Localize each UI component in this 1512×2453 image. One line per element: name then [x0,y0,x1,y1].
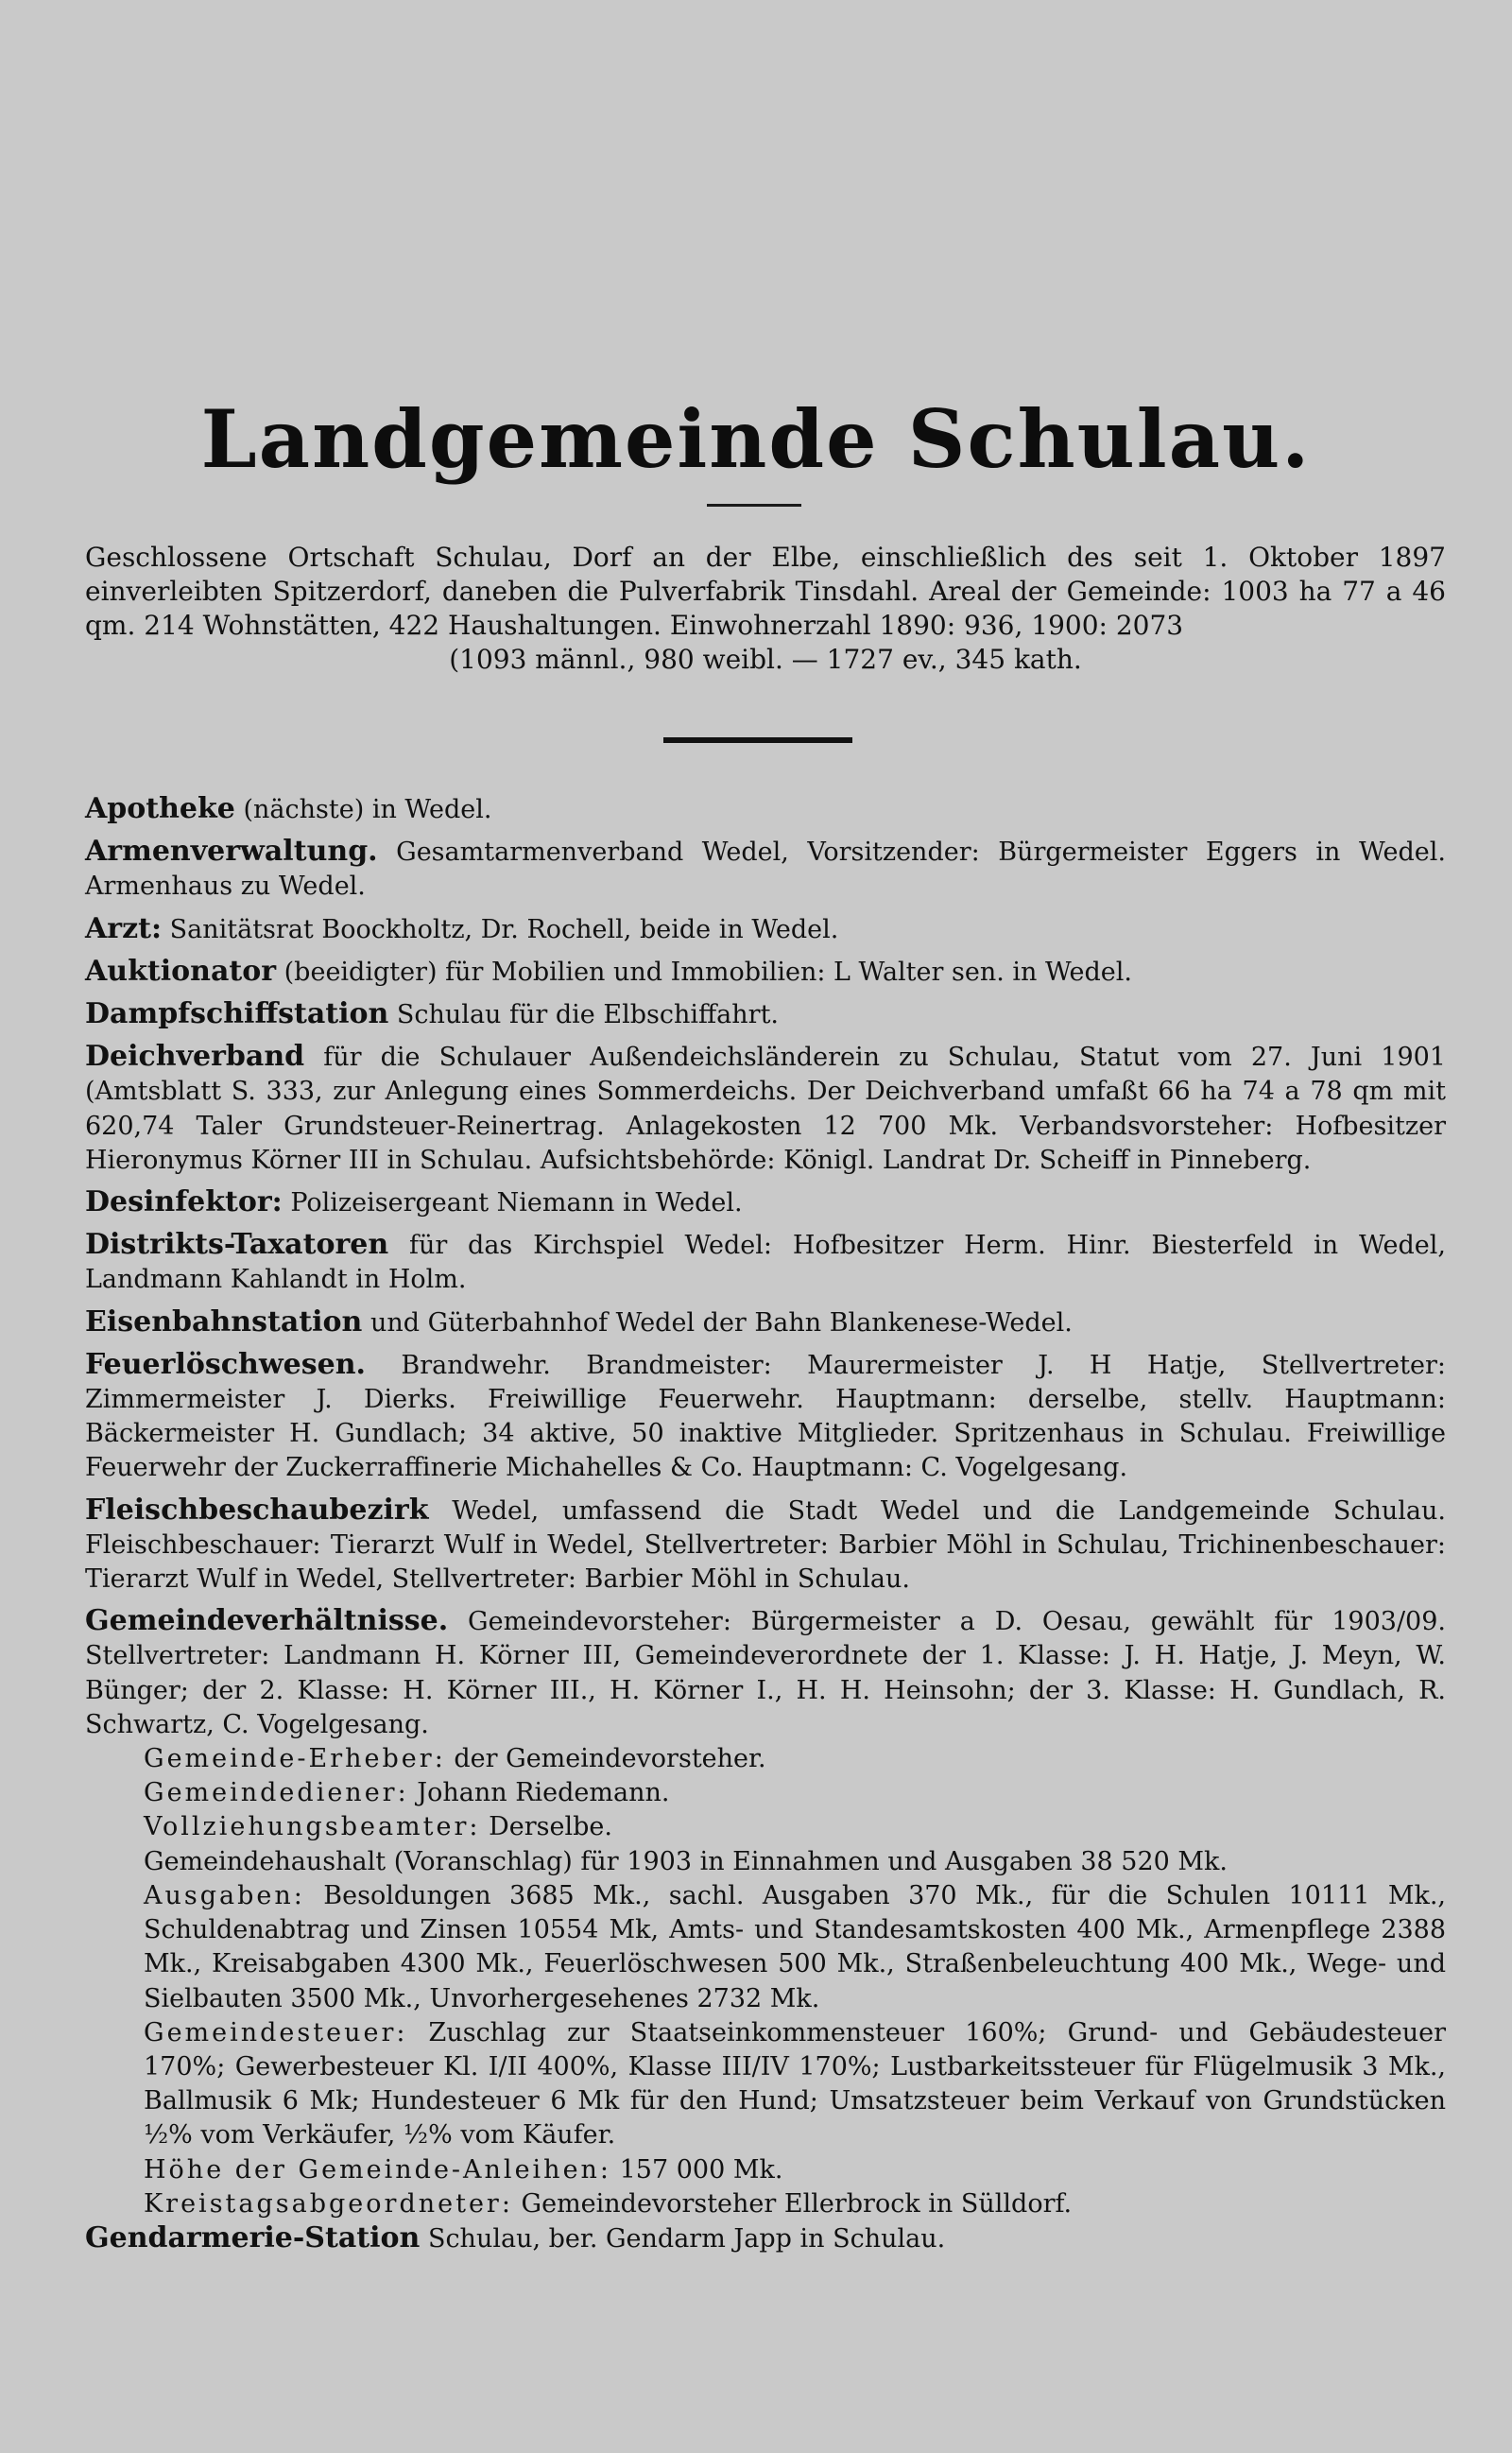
sub-entry-key: Gemeindediener: [144,1778,409,1808]
directory-entries [85,792,1446,2264]
sub-entry-key: Gemeindesteuer: [144,2017,408,2047]
entry-auktionator [85,955,1446,990]
gemeinde-sub-entries [85,1742,1446,2221]
entry-key: Eisenbahnstation [85,1304,363,1339]
sub-entry-haushalt [144,1845,1446,1879]
entry-key: Feuerlöschwesen. [85,1347,366,1381]
sub-entry-ausgaben [144,1879,1446,2016]
entry-key: Fleischbeschaubezirk [85,1493,429,1527]
entry-text: Wedel, umfassend die Stadt Wedel und die Landgemeinde Schulau. Fleischbeschauer: Tierarzt Wulf in Wedel, Stellvertreter: Barbier Möhl in Schulau, Trichinenbeschauer: Tierarzt Wulf in Wedel, Stellvertreter: Barbier Möhl in Schulau. [85,1495,1446,1595]
sub-entry-gemeindesteuer [144,2016,1446,2153]
intro-paragraph [85,541,1446,677]
sub-entry-vollziehungsbeamter [144,1810,1446,1844]
entry-apotheke [85,792,1446,827]
entry-key: Auktionator [85,954,277,988]
sub-entry-key: Gemeinde-Erheber: [144,1744,446,1774]
entry-feuerloeschwesen [85,1348,1446,1486]
entry-armenverwaltung [85,835,1446,904]
sub-entry-text: Zuschlag zur Staatseinkommensteuer 160%; Grund- und Gebäudesteuer 170%; Gewerbesteuer Kl. I/II 400%, Klasse III/IV 170%; Lustbarkeitssteuer für Flügelmusik 3 Mk., Ballmusik 6 Mk; Hundesteuer 6 Mk für den Hund; Umsatzsteuer beim Verkauf von Grundstücken ½% vom Verkäufer, ½% vom Käufer. [144,2017,1446,2151]
entry-text: (beeidigter) für Mobilien und Immobilien: L Walter sen. in Wedel. [276,957,1132,987]
sub-entry-anleihen [144,2153,1446,2187]
sub-entry-key: Vollziehungsbeamter: [144,1812,481,1842]
entry-gendarmerie-station [85,2221,1446,2256]
entry-text: Gemeindevorsteher: Bürgermeister a D. Oesau, gewählt für 1903/09. Stellvertreter: Landmann H. Körner III, Gemeindeverordnete der 1. Klasse: J. H. Hatje, J. Meyn, W. Bünger; der 2. Klasse: H. Körner III., H. Körner I., H. H. Heinsohn; der 3. Klasse: H. Gundlach, R. Schwartz, C. Vogelgesang. [85,1607,1446,1739]
entry-key: Armenverwaltung. [85,835,378,869]
entry-text: Polizeisergeant Niemann in Wedel. [282,1188,743,1218]
entry-text: für die Schulauer Außendeichsländerein zu Schulau, Statut vom 27. Juni 1901 (Amtsblatt S. 333, zur Anlegung eines Sommerdeichs. Der Deichverband umfaßt 66 ha 74 a 78 qm mit 620,74 Taler Grundsteuer-Reinertrag. Anlagekosten 12 700 Mk. Verbandsvorsteher: Hofbesitzer Hieronymus Körner III in Schulau. Aufsichtsbehörde: Königl. Landrat Dr. Scheiff in Pinneberg. [85,1043,1446,1175]
entry-key: Arzt: [85,911,163,945]
entry-text: Sanitätsrat Boockholtz, Dr. Rochell, beide in Wedel. [162,914,839,944]
entry-desinfektor [85,1185,1446,1220]
sub-entry-text: Johann Riedemann. [408,1778,670,1808]
intro-text: Geschlossene Ortschaft Schulau, Dorf an der Elbe, einschließlich des seit 1. Oktober 1897 einverleibten Spitzerdorf, daneben die Pulverfabrik Tinsdahl. Areal der Gemeinde: 1003 ha 77 a 46 qm. 214 Wohnstätten, 422 Haushaltungen. Einwohnerzahl 1890: 936, 1900: 2073 [85,542,1446,641]
title-underline [707,504,801,507]
entry-key: Distrikts-Taxatoren [85,1228,389,1262]
entry-dampfschiffstation [85,997,1446,1032]
entry-text: Gesamtarmenverband Wedel, Vorsitzender: Bürgermeister Eggers in Wedel. Armenhaus zu Wedel. [85,838,1446,902]
entry-arzt [85,912,1446,947]
entry-gemeindeverhaeltnisse [85,1604,1446,1742]
sub-entry-text: Gemeindevorsteher Ellerbrock in Sülldorf. [512,2188,1073,2219]
entry-text: Schulau für die Elbschiffahrt. [388,1000,780,1030]
sub-entry-diener [144,1776,1446,1810]
page-title: Landgemeinde Schulau. [200,392,1312,486]
entry-key: Apotheke [85,792,235,825]
entry-key: Deichverband [85,1040,305,1074]
sub-entry-text: (Voranschlag) für 1903 in Einnahmen und Ausgaben 38 520 Mk. [386,1846,1228,1876]
sub-entry-erheber [144,1742,1446,1776]
sub-entry-text: Besoldungen 3685 Mk., sachl. Ausgaben 370 Mk., für die Schulen 10111 Mk., Schuldenabtrag und Zinsen 10554 Mk, Amts- und Standesamtskosten 400 Mk., Armenpflege 2388 Mk., Kreisabgaben 4300 Mk., Feuerlöschwesen 500 Mk., Straßenbeleuchtung 400 Mk., Wege- und Sielbauten 3500 Mk., Unvorhergesehenes 2732 Mk. [144,1880,1446,2013]
entry-fleischbeschaubezirk [85,1494,1446,1598]
entry-key: Desinfektor: [85,1185,283,1219]
entry-key: Gemeindeverhältnisse. [85,1604,449,1638]
sub-entry-kreistagsabgeordneter [144,2187,1446,2221]
sub-entry-text: der Gemeindevorsteher. [445,1744,766,1774]
sub-entry-key: Höhe der Gemeinde-Anleihen: [144,2154,612,2185]
entry-deichverband [85,1040,1446,1178]
entry-key: Dampfschiffstation [85,997,389,1031]
sub-entry-key: Ausgaben: [144,1880,305,1910]
entry-text: und Güterbahnhof Wedel der Bahn Blankenese-Wedel. [362,1307,1073,1338]
sub-entry-text: Derselbe. [480,1812,612,1842]
entry-distrikts-taxatoren [85,1228,1446,1297]
sub-entry-key: Gemeindehaushalt [144,1846,387,1876]
entry-text: für das Kirchspiel Wedel: Hofbesitzer Herm. Hinr. Biesterfeld in Wedel, Landmann Kahlandt in Holm. [85,1231,1446,1295]
entry-eisenbahnstation [85,1305,1446,1340]
sub-entry-key: Kreistagsabgeordneter: [144,2188,513,2219]
entry-key: Gendarmerie-Station [85,2220,421,2254]
sub-entry-text: 157 000 Mk. [611,2154,783,2185]
section-divider [663,737,852,743]
entry-text: Brandwehr. Brandmeister: Maurermeister J. H Hatje, Stellvertreter: Zimmermeister J. Dierks. Freiwillige Feuerwehr. Hauptmann: derselbe, stellv. Hauptmann: Bäckermeister H. Gundlach; 34 aktive, 50 inaktive Mitglieder. Spritzenhaus in Schulau. Freiwillige Feuerwehr der Zuckerraffinerie Michahelles & Co. Hauptmann: C. Vogelgesang. [85,1350,1446,1483]
entry-text: (nächste) in Wedel. [234,795,492,824]
entry-text: Schulau, ber. Gendarm Japp in Schulau. [420,2223,946,2254]
intro-last-line: (1093 männl., 980 weibl. — 1727 ev., 345 kath. [449,644,1082,675]
